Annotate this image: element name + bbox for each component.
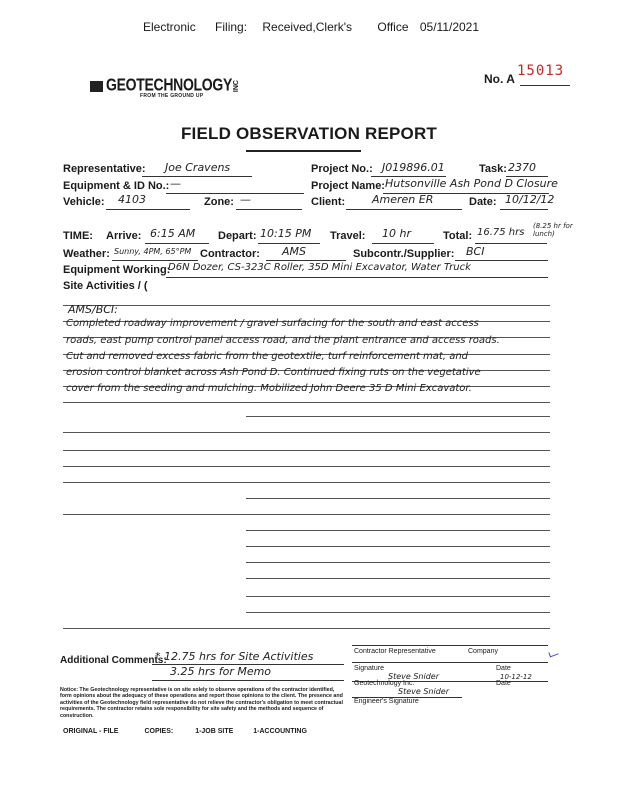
copies-accounting: 1-ACCOUNTING <box>253 728 307 735</box>
date-label: Date: <box>469 196 497 208</box>
notes-line-2: roads, east pump control panel access road, and the plant entrance and access roads. <box>66 335 500 346</box>
time-label: TIME: <box>63 230 93 242</box>
representative-label: Representative: <box>63 163 146 175</box>
notes-line-1: Completed roadway improvement / gravel surfacing for the south and east access <box>66 318 479 329</box>
copies-row <box>63 728 307 735</box>
copies-jobsite: 1-JOB SITE <box>195 728 234 735</box>
filing-electronic: Electronic <box>143 20 196 34</box>
logo-tagline: FROM THE GROUND UP <box>140 93 204 99</box>
date-label-sign: Date <box>496 665 511 672</box>
notes-line-4: erosion control blanket across Ash Pond D. Continued fixing ruts on the vegetative <box>66 367 481 378</box>
total-label: Total: <box>443 230 473 242</box>
equipment-label: Equipment & ID No.: <box>63 180 170 192</box>
total-note: (8.25 hr for lunch) <box>533 222 573 238</box>
contractor-label: Contractor: <box>200 248 260 260</box>
date-value: 10/12/12 <box>505 193 555 206</box>
task-label: Task: <box>479 163 507 175</box>
geotech-label: Geotechnology Inc. <box>354 680 415 687</box>
date2-label: Date <box>496 680 511 687</box>
copies-original: ORIGINAL - FILE <box>63 728 119 735</box>
doc-number-block <box>484 63 574 89</box>
notes-line-5: cover from the seeding and mulching. Mobilized John Deere 35 D Mini Excavator. <box>66 383 472 394</box>
contractor-rep-label: Contractor Representative <box>354 648 436 655</box>
filing-received: Received,Clerk's <box>262 20 353 34</box>
comments-label: Additional Comments: <box>60 655 167 666</box>
logo-name: GEOTECHNOLOGY <box>106 74 232 94</box>
vehicle-value: 4103 <box>118 193 146 206</box>
date-value-sign: 10-12-12 <box>500 673 532 681</box>
depart-label: Depart: <box>218 230 257 242</box>
representative-value: Joe Cravens <box>165 161 231 174</box>
filing-date: 05/11/2021 <box>419 20 480 34</box>
depart-value: 10:15 PM <box>260 227 312 240</box>
page-title: FIELD OBSERVATION REPORT <box>180 124 438 143</box>
notes-line-0: AMS/BCI: <box>68 303 118 316</box>
client-value: Ameren ER <box>372 193 434 206</box>
travel-value: 10 hr <box>382 227 411 240</box>
contractor-value: AMS <box>282 245 306 258</box>
weather-label: Weather: <box>63 248 110 260</box>
weather-value: Sunny, 4PM, 65°PM <box>114 247 192 256</box>
arrive-value: 6:15 AM <box>150 227 196 240</box>
company-label: Company <box>468 648 498 655</box>
copies-label: COPIES: <box>144 728 174 735</box>
subcontr-label: Subcontr./Supplier: <box>353 248 455 260</box>
project-no-label: Project No.: <box>311 163 373 175</box>
total-value: 16.75 hrs <box>477 227 525 238</box>
comments-line-1: * 12.75 hrs for Site Activities <box>155 650 314 663</box>
zone-label: Zone: <box>204 196 234 208</box>
equipment-value: — <box>170 177 181 190</box>
arrive-label: Arrive: <box>106 230 142 242</box>
equip-working-value: D6N Dozer, CS-323C Roller, 35D Mini Excavator, Water Truck <box>168 262 471 273</box>
logo-suffix: INC <box>233 79 240 92</box>
doc-number-label: No. A <box>484 72 515 86</box>
project-no-value: J019896.01 <box>382 161 445 174</box>
signature-name-1: Steve Snider <box>388 672 439 681</box>
signature-label: Signature <box>354 665 384 672</box>
company-logo <box>90 76 240 99</box>
project-name-label: Project Name: <box>311 180 385 192</box>
filing-office: Office <box>377 20 409 34</box>
notes-line-3: Cut and removed excess fabric from the geotextile, turf reinforcement mat, and <box>66 351 469 362</box>
equip-working-label: Equipment Working: <box>63 264 171 276</box>
filing-filing: Filing: <box>215 20 248 34</box>
client-label: Client: <box>311 196 346 208</box>
signature-name-2: Steve Snider <box>398 687 449 696</box>
doc-number-value: 15013 <box>517 63 565 79</box>
task-value: 2370 <box>508 161 536 174</box>
blue-mark-icon <box>548 650 558 658</box>
logo-mark-icon <box>90 81 103 92</box>
filing-header <box>143 20 479 34</box>
project-name-value: Hutsonville Ash Pond D Closure <box>385 177 558 190</box>
site-activities-label: Site Activities / ( <box>63 280 148 292</box>
travel-label: Travel: <box>330 230 366 242</box>
vehicle-label: Vehicle: <box>63 196 105 208</box>
engineer-label: Engineer's Signature <box>354 698 419 705</box>
title-rule <box>246 150 361 152</box>
zone-value: — <box>240 193 251 206</box>
notice-text: Notice: The Geotechnology representative is on site solely to observe operations of the contractor identified, form opinions about the adequacy of these operations and report those opinions to the client. The presence and activities of the Geotechnology field representative do not relieve the contractor's obligation to meet contractual requirements. The contractor retains sole responsibility for site safety and the methods and sequence of construction. <box>60 687 343 719</box>
comments-line-2: 3.25 hrs for Memo <box>170 665 272 678</box>
subcontr-value: BCI <box>466 245 485 258</box>
